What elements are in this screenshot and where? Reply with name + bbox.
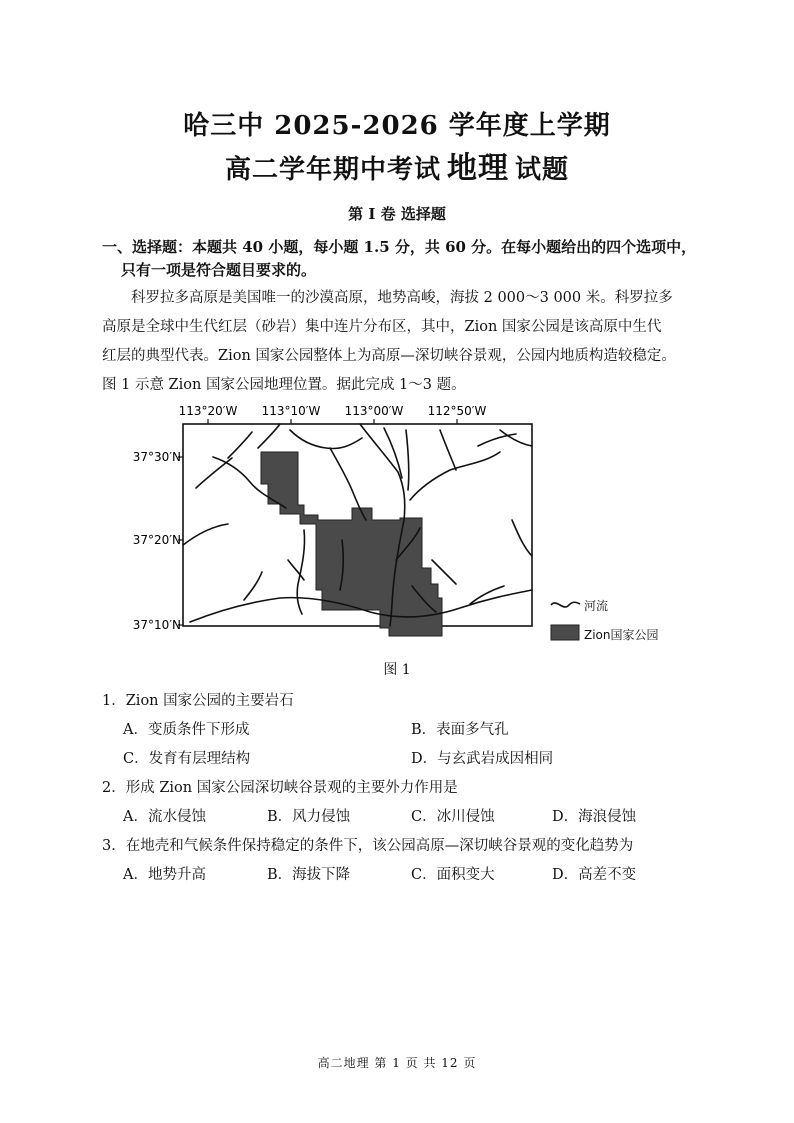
question-1-stem: 1．Zion 国家公园的主要岩石 xyxy=(102,693,294,709)
lon-label: 113°10′W xyxy=(261,404,321,418)
figure-caption: 图 1 xyxy=(383,662,411,678)
question-2-stem: 2．形成 Zion 国家公园深切峡谷景观的主要外力作用是 xyxy=(102,780,458,796)
lon-label: 112°50′W xyxy=(427,404,487,418)
lat-label: 37°30′N xyxy=(132,450,181,464)
question-1-option-b: B．表面多气孔 xyxy=(411,722,509,738)
title-subject: 地理 xyxy=(447,151,509,186)
exam-title-line1: 哈三中 2025-2026 学年度上学期 xyxy=(183,111,611,141)
question-2-option-b: B．风力侵蚀 xyxy=(267,809,351,825)
question-2-option-c: C．冰川侵蚀 xyxy=(411,809,495,825)
passage-line-4: 图 1 示意 Zion 国家公园地理位置。据此完成 1～3 题。 xyxy=(102,377,466,393)
legend-river-symbol xyxy=(551,602,580,607)
instruction-line-2: 只有一项是符合题目要求的。 xyxy=(121,261,317,279)
question-1-option-c: C．发育有层理结构 xyxy=(123,751,251,767)
lon-label: 113°20′W xyxy=(178,404,238,418)
passage-line-1: 科罗拉多高原是美国唯一的沙漠高原，地势高峻，海拔 2 000～3 000 米。科罗拉多 xyxy=(131,290,673,306)
legend-river-label: 河流 xyxy=(584,599,609,613)
instruction-line-1: 一、选择题：本题共 40 小题，每小题 1.5 分，共 60 分。在每小题给出的四个选项中， xyxy=(102,238,697,256)
question-3-option-c: C．面积变大 xyxy=(411,867,495,883)
legend-park-label: Zion国家公园 xyxy=(584,628,659,642)
passage-line-2: 高原是全球中生代红层（砂岩）集中连片分布区，其中，Zion 国家公园是该高原中生代 xyxy=(102,319,662,335)
question-3-option-d: D．高差不变 xyxy=(552,867,637,883)
question-3-option-b: B．海拔下降 xyxy=(267,867,351,883)
page-footer: 高二地理 第 1 页 共 12 页 xyxy=(317,1056,477,1070)
title-suffix: 试题 xyxy=(515,155,570,185)
question-3-stem: 3．在地壳和气候条件保持稳定的条件下，该公园高原—深切峡谷景观的变化趋势为 xyxy=(102,838,634,854)
legend-park-symbol xyxy=(551,625,579,640)
question-1-option-d: D．与玄武岩成因相同 xyxy=(411,751,554,767)
passage-line-3: 红层的典型代表。Zion 国家公园整体上为高原—深切峡谷景观，公园内地质构造较稳定。 xyxy=(102,348,676,364)
lat-label: 37°10′N xyxy=(132,618,181,632)
question-3-option-a: A．地势升高 xyxy=(123,867,206,883)
section-title: 第 I 卷 选择题 xyxy=(348,205,446,223)
question-1-option-a: A．变质条件下形成 xyxy=(123,722,250,738)
question-2-option-d: D．海浪侵蚀 xyxy=(552,809,637,825)
lat-label: 37°20′N xyxy=(132,533,181,547)
title-prefix: 高二学年期中考试 xyxy=(224,155,441,185)
question-2-option-a: A．流水侵蚀 xyxy=(123,809,206,825)
lon-label: 113°00′W xyxy=(344,404,404,418)
